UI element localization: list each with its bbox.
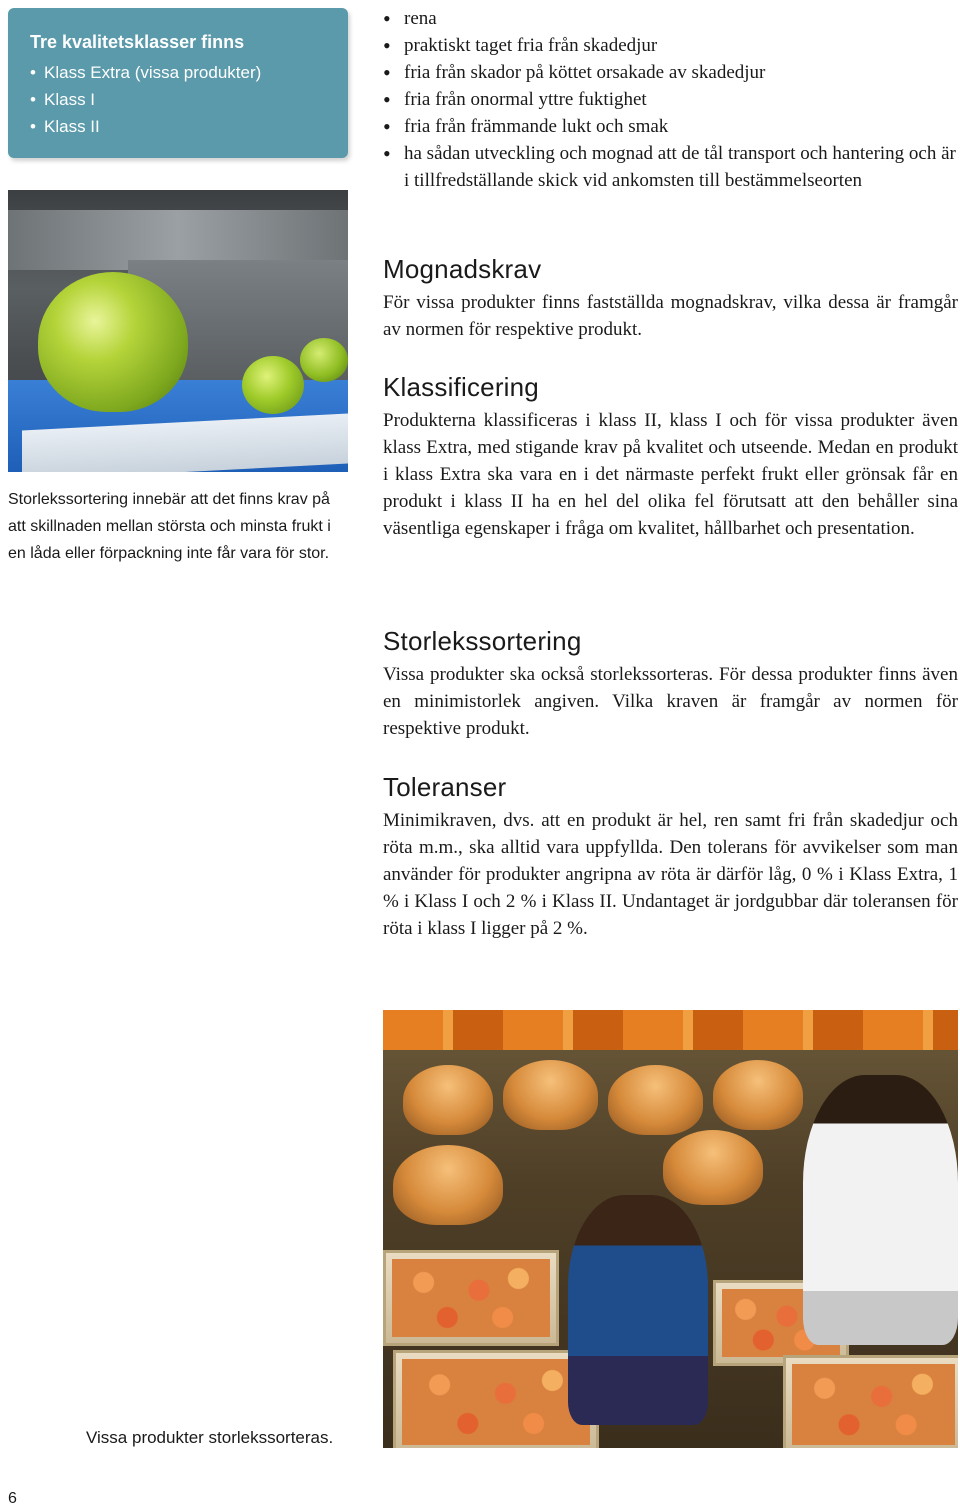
section-klassificering	[383, 371, 958, 542]
small-apple	[242, 356, 304, 414]
list-item: • rena	[383, 5, 958, 32]
market-sorting-photo	[383, 1010, 958, 1448]
photo-basket	[403, 1065, 493, 1135]
large-apple	[38, 272, 188, 412]
info-box	[8, 8, 348, 158]
apples-caption: Storlekssortering innebär att det finns krav på att skillnaden mellan största och minsta frukt i en låda eller förpackning inte får vara för stor.	[8, 491, 331, 562]
page-number: 6	[8, 1490, 17, 1507]
list-item: • fria från främmande lukt och smak	[383, 113, 958, 140]
list-item: • fria från skador på köttet orsakade av skadedjur	[383, 59, 958, 86]
list-item: • Klass Extra (vissa produkter)	[30, 59, 328, 86]
list-item: • fria från onormal yttre fuktighet	[383, 86, 958, 113]
section-body: Produkterna klassificeras i klass II, klass I och för vissa produkter även klass Extra, med stigande krav på kvalitet och utseende. Medan en produkt i klass Extra ska vara en i det närmaste perfekt frukt eller grönsak får en produkt i klass II ha en hel del olika fel förutsatt att den behåller sina väsentliga egenskaper i fråga om kvalitet, hållbarhet och presentation.	[383, 410, 958, 539]
section-heading: Toleranser	[383, 772, 507, 802]
section-toleranser	[383, 771, 958, 942]
minimum-requirements-list	[383, 5, 958, 194]
photo-worker	[568, 1195, 708, 1425]
photo-basket	[663, 1130, 763, 1205]
section-body: För vissa produkter finns fastställda mognadskrav, vilka dessa är framgår av normen för respektive produkt.	[383, 292, 958, 340]
quality-class-list	[30, 59, 328, 140]
photo-basket	[608, 1065, 703, 1135]
section-mognadskrav	[383, 253, 958, 343]
list-item: • Klass I	[30, 86, 328, 113]
section-body: Vissa produkter ska också storlekssorteras. För dessa produkter finns även en minimistorlek angiven. Vilka kraven är framgår av normen för respektive produkt.	[383, 664, 958, 739]
market-caption: Vissa produkter storlekssorteras.	[86, 1428, 334, 1447]
medium-apple	[300, 338, 348, 382]
photo-crate	[383, 1250, 559, 1346]
apples-photo	[8, 190, 348, 472]
section-body: Minimikraven, dvs. att en produkt är hel, ren samt fri från skadedjur och röta m.m., ska alltid vara uppfyllda. Den tolerans för avvikelser som man använder för produkter angripna av röta är därför låg, 0 % i Klass Extra, 1 % i Klass I och 2 % i Klass II. Undantaget är jordgubbar där toleransen för röta i klass I ligger på 2 %.	[383, 810, 958, 939]
info-box-title: Tre kvalitetsklasser finns	[30, 32, 245, 52]
photo-basket	[713, 1060, 803, 1130]
photo-signs	[383, 1010, 958, 1050]
section-heading: Klassificering	[383, 372, 539, 402]
photo-crate	[783, 1355, 958, 1448]
list-item: • praktiskt taget fria från skadedjur	[383, 32, 958, 59]
section-heading: Storlekssortering	[383, 626, 582, 656]
list-item: • ha sådan utveckling och mognad att de tål transport och hantering och är i tillfredställande skick vid ankomsten till bestämmelseorten	[383, 140, 958, 194]
photo-basket	[503, 1060, 598, 1130]
photo-worker	[803, 1075, 958, 1345]
photo-basket	[393, 1145, 503, 1225]
section-storlekssortering	[383, 625, 958, 742]
section-heading: Mognadskrav	[383, 254, 542, 284]
list-item: • Klass II	[30, 113, 328, 140]
